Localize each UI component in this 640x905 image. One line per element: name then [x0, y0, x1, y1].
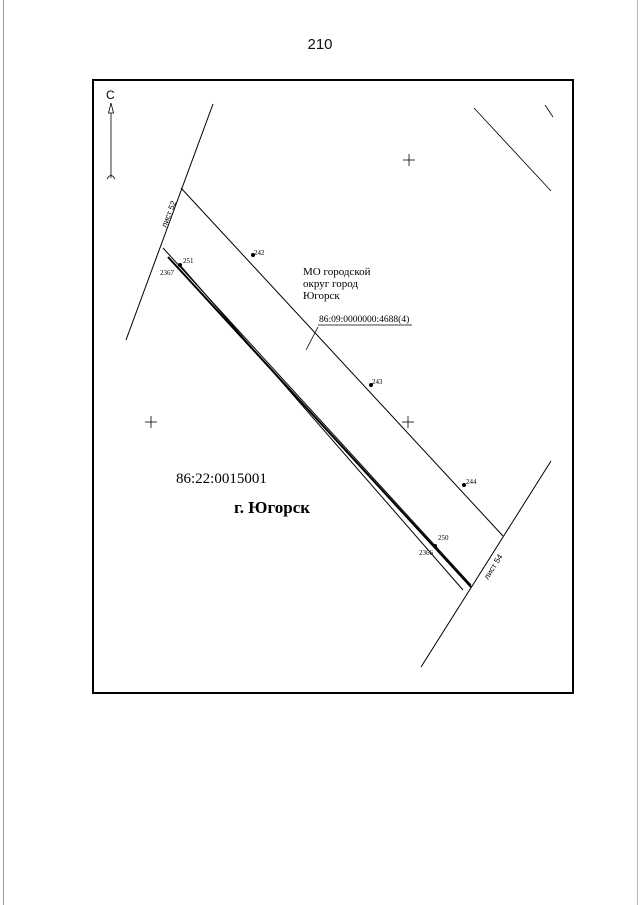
north-arrow-icon	[107, 103, 115, 179]
point-label-244: 244	[466, 478, 477, 486]
point-label-2367: 2367	[160, 269, 174, 277]
grid-cross-icon	[403, 154, 415, 166]
map-frame	[93, 80, 573, 693]
owner-line-3: Югорск	[303, 290, 340, 302]
parcel-number: 86:09:0000000:4688(4)	[319, 315, 410, 325]
parcel-leader-line	[306, 327, 318, 350]
point-label-251: 251	[183, 257, 194, 265]
survey-point-icon	[178, 263, 182, 267]
point-label-250: 250	[438, 534, 449, 542]
grid-cross-icon	[402, 416, 414, 428]
grid-cross-icon	[145, 416, 157, 428]
city-label: г. Югорск	[234, 498, 311, 517]
boundary-line-fragment	[545, 105, 553, 117]
page-number: 210	[307, 36, 333, 53]
boundary-line-fragment	[474, 108, 551, 191]
owner-line-2: округ город	[303, 278, 358, 290]
owner-line-1: МО городской	[303, 266, 371, 278]
point-label-242: 242	[254, 249, 265, 257]
parcel-outline	[163, 188, 503, 590]
north-label: С	[106, 88, 115, 102]
survey-point-icon	[433, 544, 437, 548]
cadastral-quarter-number: 86:22:0015001	[176, 471, 267, 487]
point-label-243: 243	[372, 378, 383, 386]
point-label-2366: 2366	[419, 549, 433, 557]
sheet-label-52: лист 52	[159, 199, 179, 229]
sheet-label-54: лист 54	[482, 552, 505, 582]
